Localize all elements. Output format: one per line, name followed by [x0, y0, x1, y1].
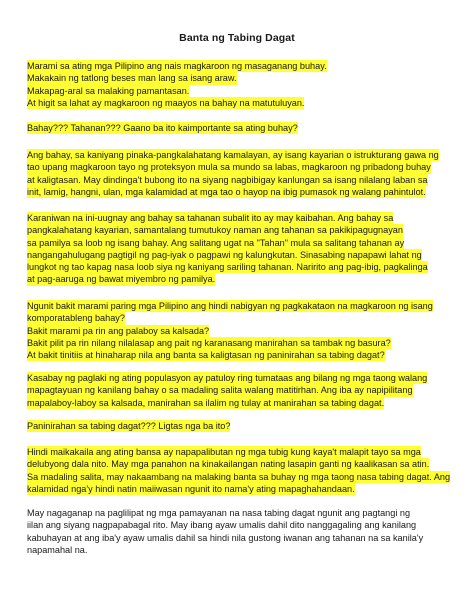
paragraph-line: Sa madaling salita, may nakaambang na malaking banta sa buhay ng mga taong nasa tabing dagat. Ang — [27, 471, 451, 482]
paragraph-line: Marami sa ating mga Pilipino ang nais magkaroon ng masaganang buhay. — [27, 61, 327, 71]
paragraph-line: Makapag-aral sa malaking pamantasan. — [27, 85, 190, 96]
paragraph-line: kalamidad nga'y hindi natin maiiwasan ngunit ito nama'y ating mapaghahandaan. — [27, 483, 355, 494]
document-title: Banta ng Tabing Dagat — [179, 32, 295, 44]
paragraph-line: nangangahulugang pagtigil ng pag-iyak o pagpawi ng kalungkutan. Sinasabing napapawi lahat ng — [27, 249, 422, 260]
paragraph-9 — [27, 507, 457, 556]
paragraph-line: tao upang magkaroon tayo ng proteksyon mula sa mundo sa labas, magkaroon ng pribadong buhay — [27, 162, 431, 173]
paragraph-line: Bakit marami pa rin ang palaboy sa kalsada? — [27, 325, 210, 336]
paragraph-line: At higit sa lahat ay magkaroon ng maayos na bahay na matutuluyan. — [27, 97, 305, 108]
paragraph-line: Makakain ng tatlong beses man lang sa isang araw. — [27, 73, 237, 84]
paragraph-line: At bakit tinitiis at hinaharap nila ang banta sa kaligtasan ng paninirahan sa tabing dagat? — [27, 350, 385, 361]
paragraph-5 — [27, 300, 457, 361]
paragraph-line: delubyong dala nito. May mga panahon na kinakailangan nating lasapin ganti ng kaalikasan sa atin. — [27, 459, 430, 470]
paragraph-line: Paninirahan sa tabing dagat??? Ligtas nga ba ito? — [27, 421, 231, 431]
paragraph-line: Kasabay ng paglaki ng ating populasyon ay patuloy ring tumataas ang bilang ng mga taong walang — [27, 373, 428, 383]
paragraph-line: mapagtayuan ng kanilang bahay o sa madaling salita walang matitirhan. Ang iba ay napipilitang — [27, 385, 413, 396]
paragraph-line: pangkalahatang kayarian, samantalang tumutukoy naman ang tahanan sa pakikipagugnayan — [27, 225, 403, 236]
paragraph-8 — [27, 446, 457, 495]
paragraph-line: Hindi maikakaila ang ating bansa ay napapalibutan ng mga tubig kung kaya't malapit tayo sa mga — [27, 447, 421, 457]
paragraph-line: init, lamig, hangni, ulan, mga kalamidad at mga tao o hayop na ibig pumasok ng walang pahintulot. — [27, 186, 426, 197]
paragraph-line: sa pamilya sa loob ng isang bahay. Ang salitang ugat na "Tahan" mula sa salitang tahanan ay — [27, 237, 405, 248]
paragraph-line: at kaligtasan. May dindinga't bubong ito na siyang nagbibigay kanlungan sa isang nilalang laban sa — [27, 174, 428, 185]
paragraph-line: May nagaganap na paglilipat ng mga pamayanan na nasa tabing dagat ngunit ang pagtangi ng — [27, 508, 411, 518]
paragraph-line: Bahay??? Tahanan??? Gaano ba ito kaimportante sa ating buhay? — [27, 123, 298, 133]
paragraph-line: kabuhayan at ang iba'y ayaw umalis dahil sa hindi nila gustong iwanan ang tahanan na sa kanila'y — [27, 532, 424, 543]
paragraph-line: Karaniwan na ini-uugnay ang bahay sa tahanan subalit ito ay may kaibahan. Ang bahay sa — [27, 213, 394, 223]
paragraph-line: napamahal na. — [27, 544, 88, 555]
paragraph-6 — [27, 372, 457, 409]
paragraph-line: iilan ang siyang nagpapabagal rito. May ibang ayaw umalis dahil dito nanggagaling ang kanilang — [27, 520, 417, 531]
paragraph-7 — [27, 420, 457, 432]
paragraph-1 — [27, 60, 457, 109]
paragraph-3 — [27, 149, 457, 198]
paragraph-line: at pag-aaruga ng bawat miyembro ng pamilya. — [27, 274, 216, 285]
paragraph-line: lungkot ng tao kapag nasa loob siya ng kaniyang sariling tahanan. Naririto ang pag-ibig, pagkalinga — [27, 262, 428, 273]
paragraph-2 — [27, 122, 457, 134]
paragraph-line: Bakit pilit pa rin nilang nilalasap ang pait ng karanasang manirahan sa tambak ng basura? — [27, 337, 391, 348]
paragraph-line: mapalaboy-laboy sa kalsada, manirahan sa ilalim ng tulay at manirahan sa tabing dagat. — [27, 397, 385, 408]
paragraph-4 — [27, 212, 457, 286]
paragraph-line: Ang bahay, sa kaniyang pinaka-pangkalahatang kamalayan, ay isang kayarian o istrukturang gawa ng — [27, 150, 439, 160]
paragraph-line: Ngunit bakit marami paring mga Pilipino ang hindi nabigyan ng pagkakataon na magkaroon ng isang — [27, 301, 433, 311]
paragraph-line: komporatableng bahay? — [27, 313, 125, 324]
